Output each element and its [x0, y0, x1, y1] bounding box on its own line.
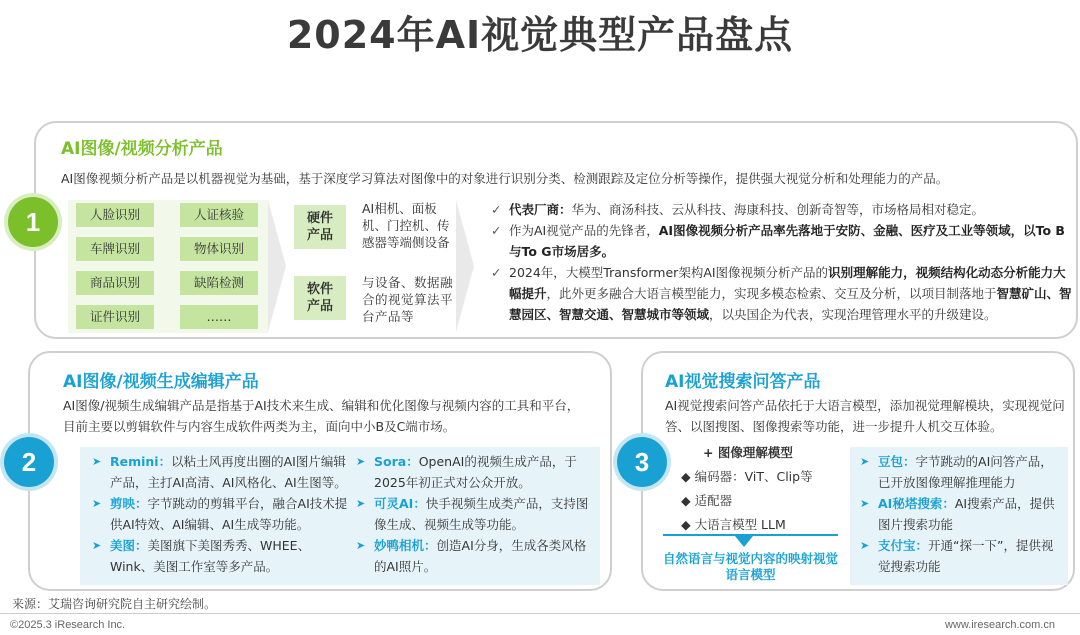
tag: ……: [180, 305, 258, 329]
product-name: 妙鸭相机：: [374, 538, 437, 553]
product-name: 豆包：: [878, 454, 916, 469]
panel-title: AI图像/视频生成编辑产品: [63, 372, 259, 392]
website-link[interactable]: www.iresearch.com.cn: [944, 619, 1055, 631]
hardware-product-box: [294, 205, 346, 249]
arrow-icon: ➤: [92, 455, 102, 468]
check-icon: ✓: [491, 223, 502, 238]
list-item-bold: 识别理解能力，视频结构化动态分析能力大幅提升: [509, 265, 1066, 301]
list-item-text: ，以央国企为代表，实现治理管理水平的升级建设。: [709, 307, 997, 322]
arrow-icon: ➤: [356, 539, 366, 552]
list-item: [491, 199, 1073, 220]
copyright: ©2025.3 iResearch Inc.: [10, 619, 126, 631]
tag: 人证核验: [180, 203, 258, 227]
section-number-badge: 3: [617, 437, 667, 487]
list-item: [491, 262, 1073, 325]
list-item-bold: 代表厂商：: [509, 202, 572, 217]
model-components-list: [681, 441, 813, 537]
list-item-bold: 智慧矿山、智慧园区、智慧交通、智慧城市等领域: [509, 286, 1072, 322]
product-name: Remini：: [110, 454, 172, 469]
section-number-badge: 1: [8, 197, 58, 247]
product-examples-box: [850, 447, 1068, 585]
model-component: ◆ 适配器: [681, 493, 733, 508]
tag: 人脸识别: [76, 203, 154, 227]
tag: 证件识别: [76, 305, 154, 329]
section-number-badge: 2: [4, 437, 54, 487]
chevron-right-icon: [268, 200, 286, 332]
list-item-text: 2024年，大模型Transformer架构AI图像视频分析产品的: [509, 265, 829, 280]
page-title: 2024年AI视觉典型产品盘点: [286, 13, 794, 57]
check-icon: ✓: [491, 265, 502, 280]
list-item: [354, 535, 594, 577]
product-text: 快手视频生成类产品，支持图像生成、视频生成等功能。: [374, 496, 589, 532]
panel-description: AI图像/视频生成编辑产品是指基于AI技术来生成、编辑和优化图像与视频内容的工具和平台，目前主要以剪辑软件与内容生成软件两类为主，面向中小B及C端市场。: [63, 398, 580, 434]
list-item: [858, 451, 1064, 493]
arrow-icon: ➤: [92, 539, 102, 552]
list-item: [491, 220, 1073, 262]
arrow-icon: ➤: [356, 455, 366, 468]
arrow-icon: ➤: [860, 455, 870, 468]
product-name: 剪映：: [110, 496, 148, 511]
product-text: AI搜索产品，提供图片搜索功能: [878, 496, 1055, 532]
list-item: [90, 493, 350, 535]
panel-description: AI图像视频分析产品是以机器视觉为基础，基于深度学习算法对图像中的对象进行识别分类、检测跟踪及定位分析等操作，提供强大视觉分析和处理能力的产品。: [61, 171, 949, 186]
tag: 商品识别: [76, 271, 154, 295]
list-item: [90, 451, 350, 493]
panel-description: AI视觉搜索问答产品依托于大语言模型，添加视觉理解模块，实现视觉问答、以图搜图、图像搜索等功能，进一步提升人机交互体验。: [665, 398, 1065, 434]
footer-divider: [0, 613, 1080, 614]
model-component: + 图像理解模型: [703, 445, 793, 460]
check-icon: ✓: [491, 202, 502, 217]
panel-title: AI视觉搜索问答产品: [665, 372, 821, 392]
list-item-text: ，此外更多融合大语言模型能力，实现多模态检索、交互及分析，以项目制落地于: [546, 286, 997, 301]
product-text: 字节跳动的剪辑平台，融合AI技术提供AI特效、AI编辑、AI生成等功能。: [110, 496, 348, 532]
arrow-icon: ➤: [356, 497, 366, 510]
tag: 物体识别: [180, 237, 258, 261]
chevron-right-icon: [456, 200, 474, 332]
model-caption: 自然语言与视觉内容的映射视觉语言模型: [663, 551, 839, 582]
panel-title: AI图像/视频分析产品: [61, 139, 223, 159]
product-name: Sora：: [374, 454, 419, 469]
hardware-description: AI相机、面板机、门控机、传感器等端侧设备: [362, 201, 450, 250]
arrow-icon: ➤: [92, 497, 102, 510]
source-note: 来源：艾瑞咨询研究院自主研究绘制。: [12, 597, 217, 611]
panel-visual-search-qa: [641, 351, 1075, 591]
list-item: [354, 451, 594, 493]
product-text: 美图旗下美图秀秀、WHEE、Wink、美图工作室等多产品。: [110, 538, 311, 574]
arrow-down-icon: [735, 536, 753, 547]
panel-image-video-generation: [28, 351, 612, 591]
hardware-label: 硬件: [306, 211, 333, 226]
product-examples-box: [80, 447, 600, 585]
product-text: 开通“探一下”，提供视觉搜索功能: [878, 538, 1054, 574]
product-text: 以粘土风再度出圈的AI图片编辑产品，主打AI高清、AI风格化、AI生图等。: [110, 454, 347, 490]
list-item-text: 作为AI视觉产品的先锋者，: [509, 223, 659, 238]
tag: 缺陷检测: [180, 271, 258, 295]
list-item: [858, 535, 1064, 577]
product-column-left: [90, 451, 350, 577]
software-description: 与设备、数据融合的视觉算法平台产品等: [362, 275, 454, 324]
arrow-icon: ➤: [860, 497, 870, 510]
software-label: 软件: [306, 282, 333, 297]
product-text: 字节跳动的AI问答产品，已开放图像理解推理能力: [878, 454, 1053, 490]
software-product-box: [294, 276, 346, 320]
product-name: 可灵AI：: [374, 496, 426, 511]
model-component: ◆ 编码器：ViT、Clip等: [681, 469, 813, 484]
list-item: [354, 493, 594, 535]
product-name: 美图：: [110, 538, 148, 553]
product-name: AI秘塔搜索：: [878, 496, 955, 511]
hardware-label: 产品: [306, 228, 333, 243]
list-item-bold: AI图像视频分析产品率先落地于安防、金融、医疗及工业等领域，以To B与To G市场居多。: [509, 223, 1065, 259]
list-item: [858, 493, 1064, 535]
software-label: 产品: [306, 299, 333, 314]
product-text: OpenAI的视频生成产品，于2025年初正式对公众开放。: [374, 454, 577, 490]
product-column-right: [354, 451, 594, 577]
product-column: [858, 451, 1064, 577]
tag: 车牌识别: [76, 237, 154, 261]
model-component: ◆ 大语言模型 LLM: [681, 517, 786, 532]
product-text: 创造AI分身，生成各类风格的AI照片。: [374, 538, 587, 574]
list-item-text: 华为、商汤科技、云从科技、海康科技、创新奇智等，市场格局相对稳定。: [571, 202, 985, 217]
capability-tags: [68, 200, 268, 333]
arrow-icon: ➤: [860, 539, 870, 552]
list-item: [90, 535, 350, 577]
key-points-list: [491, 199, 1073, 325]
product-name: 支付宝：: [878, 538, 929, 553]
panel-image-video-analysis: [34, 121, 1078, 339]
